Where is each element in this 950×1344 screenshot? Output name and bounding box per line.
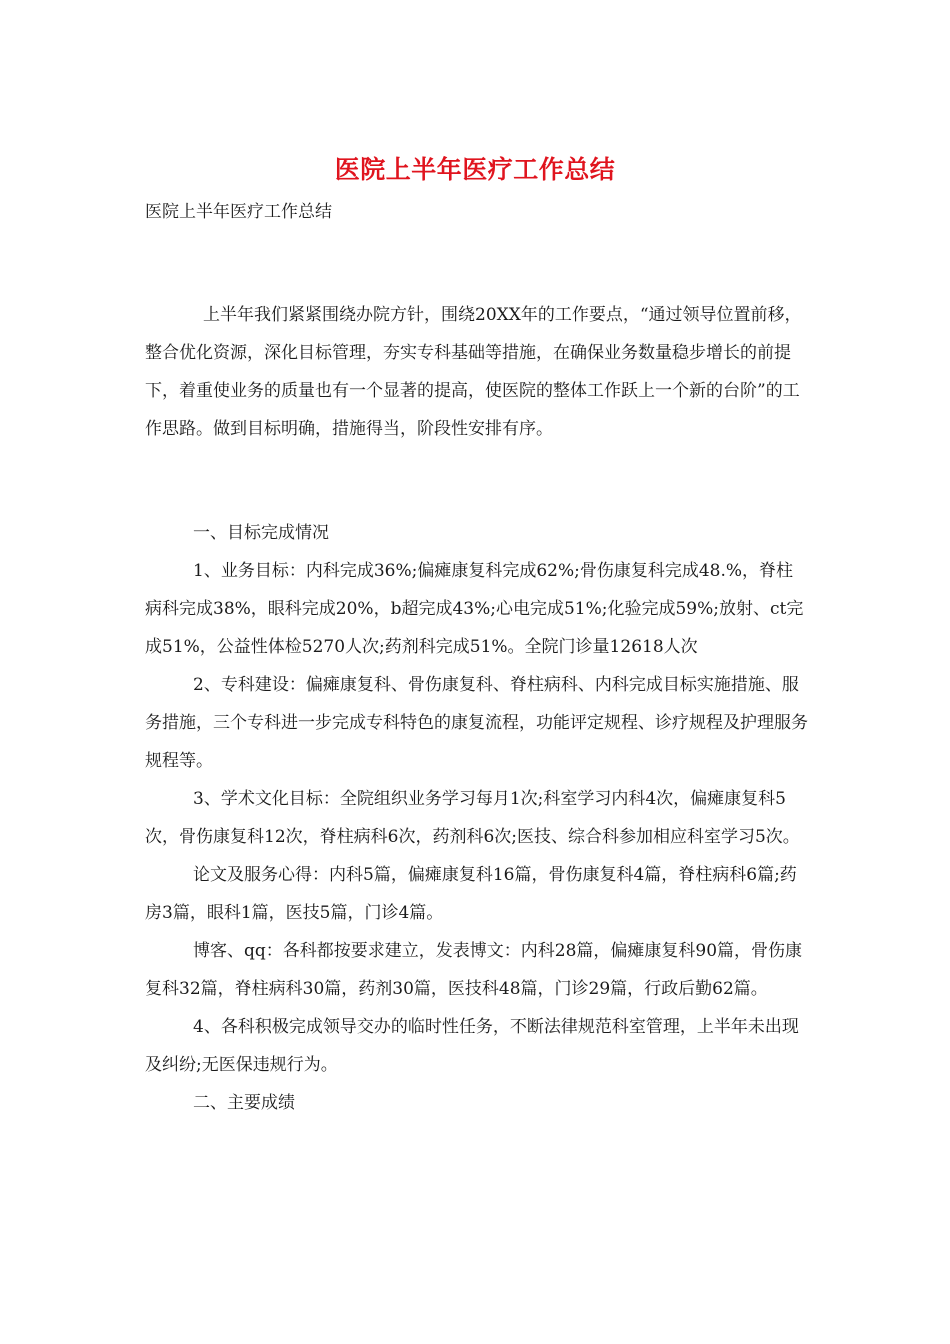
intro-block bbox=[145, 296, 810, 448]
paragraph-item-1: 1、业务目标：内科完成36%;偏瘫康复科完成62%;骨伤康复科完成48.%，脊柱病科完成38%，眼科完成20%，b超完成43%;心电完成51%;化验完成59%;放射、ct完成51%，公益性体检5270人次;药剂科完成51%。全院门诊量12618人次 bbox=[145, 561, 804, 657]
section-heading-1: 一、目标完成情况 bbox=[193, 523, 329, 543]
paragraph-item-2: 2、专科建设：偏瘫康复科、骨伤康复科、脊柱病科、内科完成目标实施措施、服务措施，三个专科进一步完成专科特色的康复流程，功能评定规程、诊疗规程及护理服务规程等。 bbox=[145, 675, 808, 771]
section-block bbox=[145, 514, 810, 1122]
section-heading-2: 二、主要成绩 bbox=[193, 1093, 295, 1113]
document-subtitle: 医院上半年医疗工作总结 bbox=[145, 202, 332, 222]
paragraph-item-4: 4、各科积极完成领导交办的临时性任务，不断法律规范科室管理，上半年未出现及纠纷;无医保违规行为。 bbox=[145, 1017, 799, 1075]
paragraph-item-3: 3、学术文化目标：全院组织业务学习每月1次;科室学习内科4次，偏瘫康复科5次，骨伤康复科12次，脊柱病科6次，药剂科6次;医技、综合科参加相应科室学习5次。 bbox=[145, 789, 800, 847]
intro-paragraph: 上半年我们紧紧围绕办院方针，围绕20XX年的工作要点，“通过领导位置前移，整合优化资源，深化目标管理，夯实专科基础等措施，在确保业务数量稳步增长的前提下，着重使业务的质量也有一个显著的提高，使医院的整体工作跃上一个新的台阶”的工作思路。做到目标明确，措施得当，阶段性安排有序。 bbox=[145, 305, 802, 439]
paragraph-blog: 博客、qq：各科都按要求建立，发表博文：内科28篇，偏瘫康复科90篇，骨伤康复科32篇，脊柱病科30篇，药剂30篇，医技科48篇，门诊29篇，行政后勤62篇。 bbox=[145, 941, 803, 999]
paragraph-papers: 论文及服务心得：内科5篇，偏瘫康复科16篇，骨伤康复科4篇，脊柱病科6篇;药房3篇，眼科1篇，医技5篇，门诊4篇。 bbox=[145, 865, 797, 923]
document-title: 医院上半年医疗工作总结 bbox=[334, 155, 616, 184]
